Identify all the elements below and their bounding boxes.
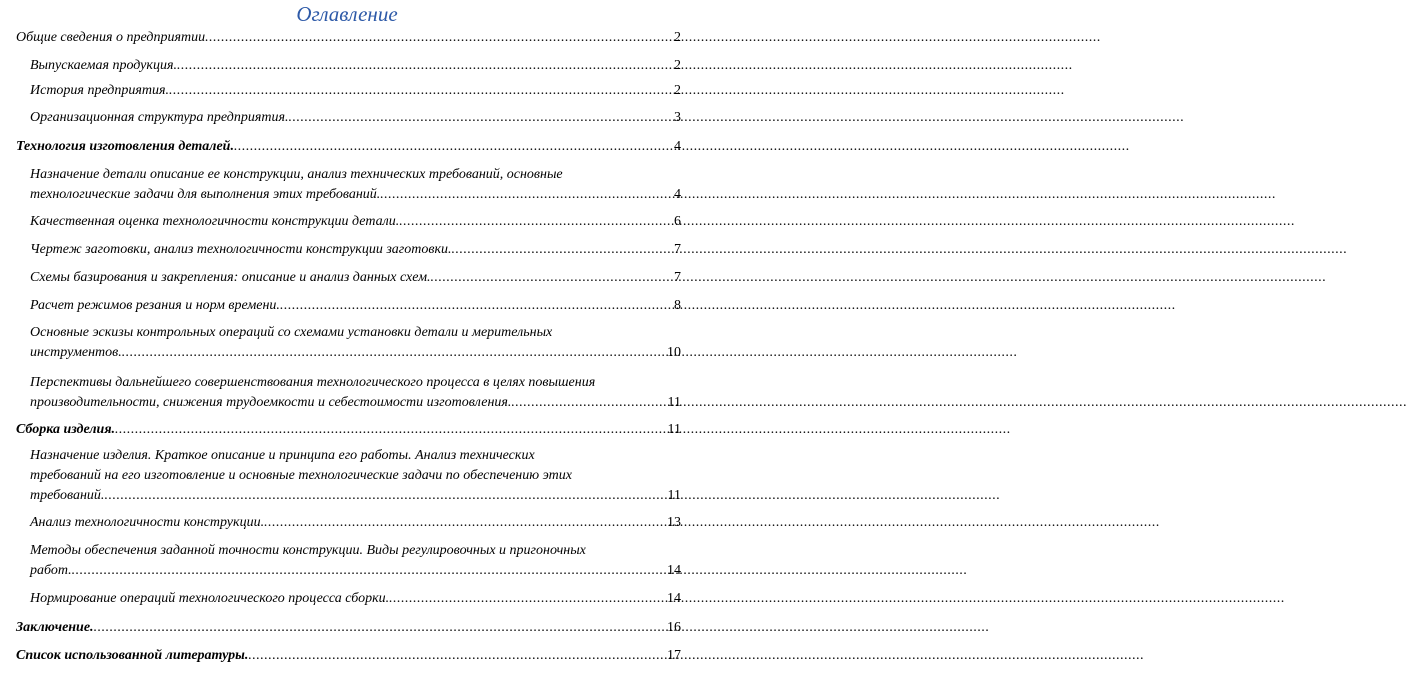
toc-page-number: 4	[674, 187, 681, 202]
dot-leader	[94, 618, 666, 638]
toc-page-number: 7	[674, 270, 681, 285]
toc-section-entry[interactable]	[16, 618, 681, 638]
toc-page-number: 14	[667, 563, 681, 578]
dot-leader	[399, 212, 673, 232]
toc-subsection-entry[interactable]	[30, 268, 681, 288]
toc-subsection-entry[interactable]	[30, 513, 681, 533]
toc-entry-text: инструментов.	[30, 345, 122, 360]
toc-entry-text-line: Назначение изделия. Краткое описание и принципа его работы. Анализ технических	[30, 448, 535, 463]
toc-entry-text: Схемы базирования и закрепления: описание и анализ данных схем.	[30, 270, 431, 285]
toc-subsection-entry[interactable]	[30, 81, 681, 101]
toc-page-number: 16	[667, 620, 681, 635]
toc-subsection-entry[interactable]	[30, 56, 681, 76]
toc-entry-text: Список использованной литературы.	[16, 648, 249, 663]
dot-leader	[115, 420, 666, 440]
toc-subsection-entry[interactable]	[30, 446, 681, 506]
dot-leader	[169, 81, 673, 101]
dot-leader	[280, 296, 673, 316]
toc-entry-text: Заключение.	[16, 620, 94, 635]
toc-entry-text: работ.	[30, 563, 72, 578]
dot-leader	[234, 137, 673, 157]
toc-subsection-entry[interactable]	[30, 108, 681, 128]
toc-entry-text: Технология изготовления деталей.	[16, 139, 234, 154]
toc-entry-text: технологические задачи для выполнения этих требований.	[30, 187, 381, 202]
toc-page-number: 11	[667, 395, 681, 410]
toc-page-number: 11	[667, 422, 681, 437]
toc-entry-text: Общие сведения о предприятии	[16, 30, 206, 45]
dot-leader	[177, 56, 673, 76]
toc-page-number: 10	[667, 345, 681, 360]
toc-subsection-entry[interactable]	[30, 240, 681, 260]
toc-subsection-entry[interactable]	[30, 373, 681, 413]
toc-section-entry[interactable]	[16, 28, 681, 48]
toc-subsection-entry[interactable]	[30, 296, 681, 316]
toc-entry-text: Организационная структура предприятия.	[30, 110, 289, 125]
toc-title: Оглавление	[296, 2, 398, 26]
toc-entry-text: Выпускаемая продукция.	[30, 58, 177, 73]
toc-entry-text: Сборка изделия.	[16, 422, 116, 437]
dot-leader	[205, 28, 673, 48]
toc-entry-text-line: Назначение детали описание ее конструкции, анализ технических требований, основные	[30, 167, 563, 182]
dot-leader	[264, 513, 666, 533]
toc-entry-text: Чертеж заготовки, анализ технологичности конструкции заготовки.	[30, 242, 452, 257]
dot-leader	[380, 185, 673, 205]
toc-entry-text: производительности, снижения трудоемкости и себестоимости изготовления.	[30, 395, 512, 410]
toc-entry-text-line: Методы обеспечения заданной точности конструкции. Виды регулировочных и пригоночных	[30, 543, 586, 558]
toc-subsection-entry[interactable]	[30, 165, 681, 205]
dot-leader	[122, 343, 666, 363]
dot-leader	[72, 561, 666, 581]
toc-page-number: 4	[674, 139, 681, 154]
toc-page-number: 2	[674, 83, 681, 98]
toc-subsection-entry[interactable]	[30, 589, 681, 609]
toc-entry-text-line: требований на его изготовление и основные технологические задачи по обеспечению этих	[30, 468, 572, 483]
toc-entry-text: Расчет режимов резания и норм времени.	[30, 298, 280, 313]
toc-page-number: 14	[667, 591, 681, 606]
toc-subsection-entry[interactable]	[30, 323, 681, 363]
toc-subsection-entry[interactable]	[30, 212, 681, 232]
dot-leader	[104, 486, 666, 506]
toc-entry-text: Анализ технологичности конструкции.	[30, 515, 265, 530]
dot-leader	[511, 393, 666, 413]
toc-page-number: 7	[674, 242, 681, 257]
dot-leader	[431, 268, 673, 288]
dot-leader	[248, 646, 666, 666]
toc-entry-text: История предприятия.	[30, 83, 170, 98]
toc-entry-text: Нормирование операций технологического процесса сборки.	[30, 591, 390, 606]
toc-subsection-entry[interactable]	[30, 541, 681, 581]
toc-entry-text: требований.	[30, 488, 105, 503]
toc-page-number: 11	[667, 488, 681, 503]
toc-page-number: 17	[667, 648, 681, 663]
dot-leader	[288, 108, 673, 128]
toc-section-entry[interactable]	[16, 646, 681, 666]
toc-entry-text: Качественная оценка технологичности конструкции детали.	[30, 214, 400, 229]
toc-page-number: 13	[667, 515, 681, 530]
dot-leader	[389, 589, 666, 609]
toc-entry-text-line: Основные эскизы контрольных операций со схемами установки детали и мерительных	[30, 325, 553, 340]
toc-page-number: 8	[674, 298, 681, 313]
toc-page-number: 2	[674, 30, 681, 45]
toc-page-number: 6	[674, 214, 681, 229]
toc-entry-text-line: Перспективы дальнейшего совершенствования технологического процесса в целях повышения	[30, 375, 596, 390]
toc-page-number: 3	[674, 110, 681, 125]
toc-section-entry[interactable]	[16, 420, 681, 440]
dot-leader	[452, 240, 673, 260]
toc-page-number: 2	[674, 58, 681, 73]
toc-section-entry[interactable]	[16, 137, 681, 157]
